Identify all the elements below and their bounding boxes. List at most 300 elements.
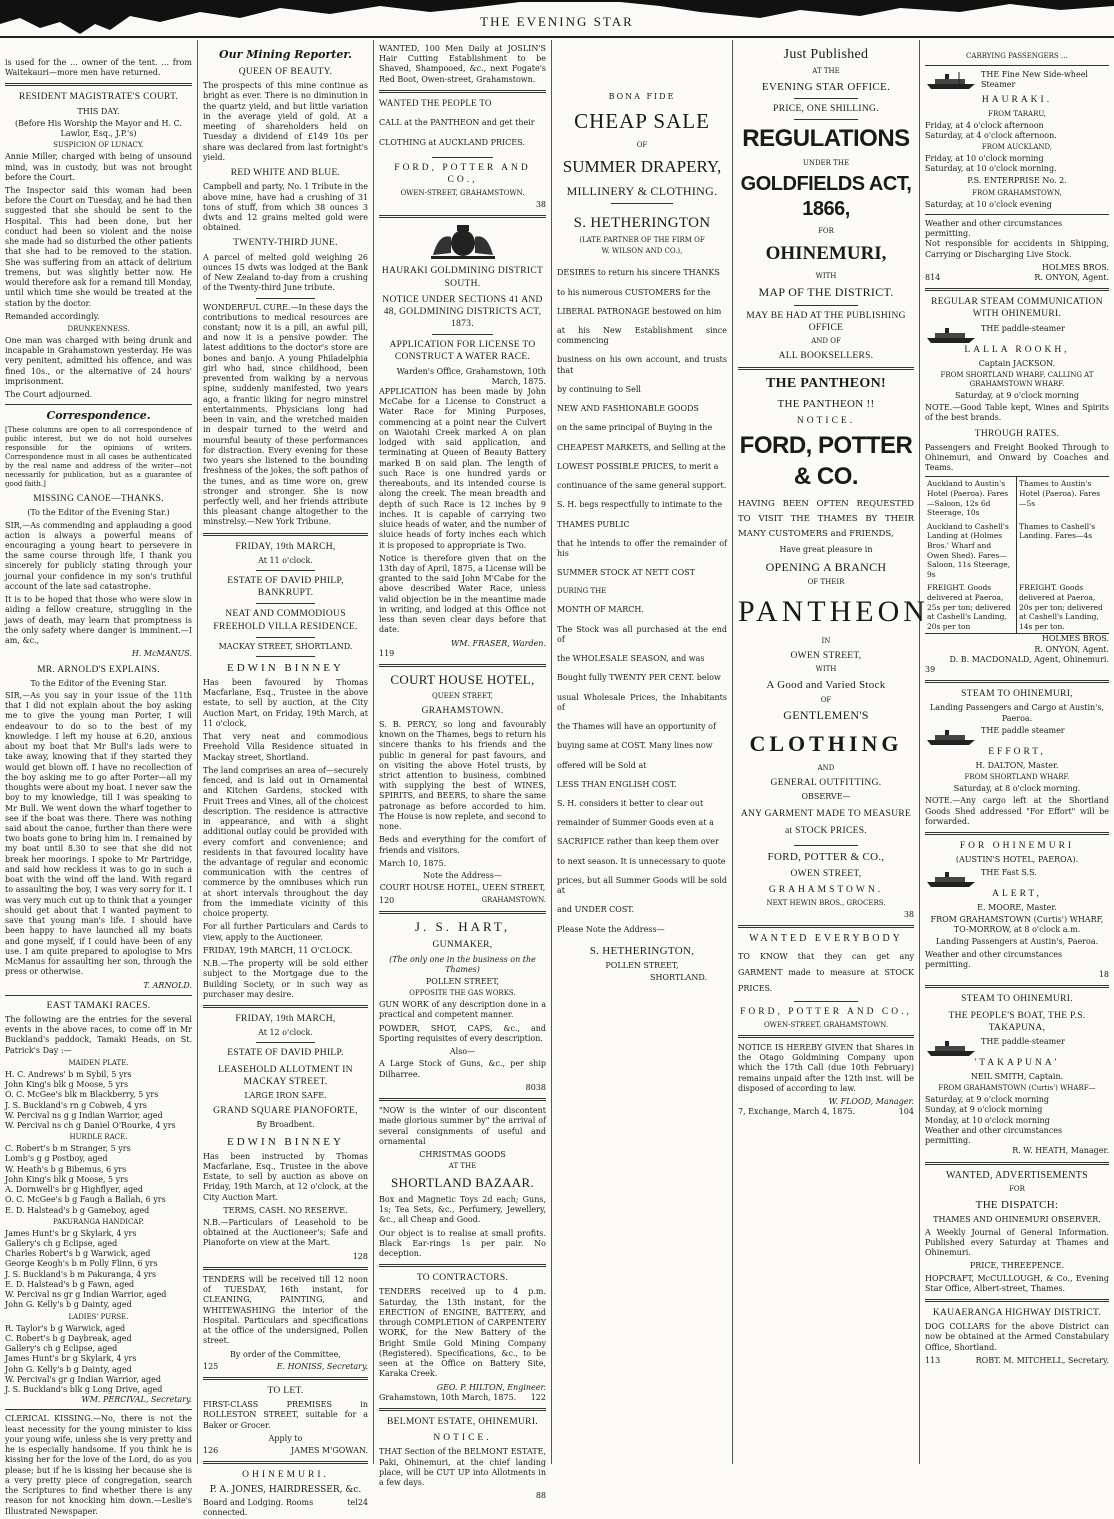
captain: NEIL SMITH, Captain.: [970, 1071, 1064, 1081]
goods: CHRISTMAS GOODS: [419, 1150, 506, 1160]
ad-line: CHEAPEST MARKETS, and Selling at the: [557, 442, 726, 452]
column-3: [374, 40, 551, 1501]
steamer-intro: THE Fast S.S.: [981, 867, 1037, 877]
from: FROM TARARU,: [988, 109, 1046, 118]
auctioneer-name: EDWIN BINNEY: [227, 661, 344, 674]
divider: [5, 1409, 192, 1410]
steamer-icon: [925, 868, 977, 888]
board-line: Board and Lodging. Rooms connected.: [203, 1498, 314, 1518]
ad-line: buying same at COST. Many lines now: [557, 741, 713, 751]
bona-fide: BONA FIDE: [608, 92, 676, 101]
list-item: R. Taylor's b g Warwick, aged: [5, 1323, 126, 1333]
divider: [925, 214, 1109, 215]
races-heading: EAST TAMAKI RACES.: [46, 1000, 151, 1011]
schedule: Saturday, at 8 o'clock morning.: [953, 784, 1081, 794]
steamer-name: LALLA ROOKH,: [964, 344, 1070, 355]
pantheon-ad: [379, 98, 546, 148]
from: FROM GRAHAMSTOWN (Curtis') WHARF—: [938, 1084, 1096, 1093]
masthead-rule: [0, 36, 1114, 38]
paragraph: The Court adjourned.: [5, 390, 93, 400]
list-item: John King's blk g Moose, 5 yrs: [5, 1080, 129, 1090]
sale-time: At 11 o'clock.: [258, 555, 313, 565]
opening: OPENING A BRANCH: [765, 559, 887, 574]
divider: [738, 1035, 914, 1038]
pantheon-banner: THE PANTHEON !!: [777, 397, 875, 410]
ad-number: 126: [203, 1446, 219, 1456]
paragraph: For all further Particulars and Cards to view, apply to the Auctioneer.: [203, 922, 368, 942]
outfitting: GENERAL OUTFITTING.: [770, 777, 882, 788]
correspondence-heading: Correspondence.: [46, 409, 151, 423]
list-item: W. Heath's b g Bibemus, 6 yrs: [5, 1164, 127, 1174]
paragraph: N.B.—The property will be sold either subject to the Mortgage due to the Building Society, or in such way as purchaser may desire.: [203, 959, 368, 999]
schedule: Saturday, at 9 o'clock morning: [925, 1095, 1049, 1105]
tolet-heading: TO LET.: [267, 1386, 304, 1397]
divider: [925, 680, 1109, 683]
ad-line: offered will be Sold at: [557, 760, 647, 770]
paragraph: Annie Miller, charged with being of unsound mind, was in custody, but was not brought before the Court.: [5, 152, 192, 182]
of-their: OF THEIR: [807, 578, 845, 587]
under-the: UNDER THE: [802, 158, 850, 167]
office-line: Warden's Office, Grahamstown, 10th March, 1875.: [396, 366, 546, 386]
apply-line: Apply to: [268, 1433, 303, 1443]
date-line: 7, Exchange, March 4, 1875.: [738, 1107, 856, 1117]
at-the: AT THE: [812, 66, 840, 75]
fpc-name: FORD, POTTER AND CO.,: [394, 162, 531, 186]
section-heading: TWENTY-THIRD JUNE.: [233, 238, 338, 249]
weather: Weather and other circumstances permitting.: [925, 218, 1063, 239]
divider: [256, 603, 315, 604]
steamer-icon: [925, 70, 977, 90]
column-4: [552, 40, 732, 1464]
divider: [5, 995, 192, 996]
ad-line: CLOTHING at AUCKLAND PRICES.: [379, 137, 525, 147]
ad-line: SACRIFICE rather than keep them over: [557, 837, 719, 847]
paragraph: Beds and everything for the comfort of friends and visitors.: [379, 835, 546, 855]
ad-line: by continuing to Sell: [557, 384, 641, 394]
paragraph: Our object is to realise at small profits. Black Ear-rings 1s per pair. No deception.: [379, 1228, 546, 1259]
section-heading: RED WHITE AND BLUE.: [230, 168, 341, 179]
sale-time: At 12 o'clock.: [258, 1028, 313, 1038]
paragraph: That very neat and commodious Freehold Villa Residence situated in Mackay street, Shortland.: [203, 732, 368, 762]
ad-line: DURING THE: [557, 587, 607, 596]
schedule: Friday, at 10 o'clock morning: [925, 153, 1044, 163]
list-item: James Hunt's br g Skylark, 4 yrs: [5, 1354, 137, 1364]
draper-name: S. HETHERINGTON: [573, 215, 711, 232]
ad-line: WANTED THE PEOPLE TO: [379, 97, 492, 108]
ad-line: LIBERAL PATRONAGE bestowed on him: [557, 306, 722, 316]
race-heading: PAKURANGA HANDICAP.: [53, 1217, 144, 1226]
paragraph: NOTICE IS HEREBY GIVEN that Shares in the Otago Goldmining Company upon which the 17th Call (due 10th February) remains unpaid after the 12th inst. will be disposed of according to law.: [738, 1042, 914, 1093]
belmont-heading: BELMONT ESTATE, OHINEMURI.: [387, 1417, 538, 1427]
fare-cell: Auckland to Austin's Hotel (Paeroa). Fares—Saloon, 12s 6d Steerage, 10s: [925, 477, 1017, 519]
hotel-name: COURT HOUSE HOTEL,: [390, 672, 535, 688]
divider: [256, 656, 315, 657]
terms: TERMS, CASH. NO RESERVE.: [223, 1205, 348, 1215]
ad-line: and UNDER COST.: [557, 905, 635, 915]
list-item: H. C. Andrews' b m Sybil, 5 yrs: [5, 1069, 132, 1079]
list-item: James Hunt's br g Skylark, 4 yrs: [5, 1228, 137, 1238]
paragraph: One man was charged with being drunk and incapable in Grahamstown yesterday. He was very penitent, admitted his offence, and was fined 10s., or the alternative of 24 hours' imprisonment.: [5, 335, 192, 386]
estate-name: ESTATE OF DAVID PHILP.: [227, 1048, 344, 1059]
fpc-address: OWEN-STREET, GRAHAMSTOWN.: [763, 1021, 889, 1030]
entry-list: [5, 1229, 192, 1311]
signature: WM. FRASER, Warden.: [451, 638, 546, 648]
paragraph: FIRST-CLASS PREMISES in ROLLESTON STREET, suitable for a Baker or Grocer.: [203, 1400, 368, 1430]
list-item: C. Robert's b g Daybreak, aged: [5, 1333, 132, 1343]
paragraph: Box and Magnetic Toys 2d each; Guns, 1s; Tea Sets, &c., Perfumery, Jewellery, &c., all Cheap and Good.: [379, 1194, 546, 1225]
sale-date: FRIDAY, 19th MARCH,: [235, 541, 336, 552]
divider: [256, 637, 315, 638]
street: POLLEN STREET,: [425, 977, 500, 987]
court-heading: RESIDENT MAGISTRATE'S COURT.: [18, 92, 179, 103]
divider: [379, 911, 546, 914]
paragraph: A parcel of melted gold weighing 26 ounces 15 dwts was lodged at the Bank of New Zealand to-day from a crushing of the Twenty-third June tribute.: [203, 252, 368, 293]
this-day: THIS DAY.: [77, 106, 120, 116]
in: IN: [821, 637, 831, 646]
owner: HOLMES BROS.: [1041, 634, 1109, 644]
paragraph: Not responsible for accidents in Shipping, Carrying or Discharging Live Stock.: [925, 239, 1109, 259]
paragraph: The prospects of this mine continue as bright as ever. There is no diminution in the quartz yield, and but little variation in the average yield of gold. At a meeting of shareholders held on Tuesday a dividend of £149 10s per share was declared from last fortnight's yield.: [203, 81, 368, 162]
application-heading: APPLICATION FOR LICENSE TO CONSTRUCT A WATER RACE.: [389, 340, 536, 363]
from: FROM SHORTLAND WHARF, CALLING AT GRAHAMSTOWN WHARF.: [940, 370, 1094, 388]
from: FROM GRAHAMSTOWN,: [972, 188, 1062, 197]
tagline: (The only one in the business on the Thames): [389, 954, 536, 974]
for: FOR: [1009, 1185, 1025, 1194]
paragraph: Remanded accordingly.: [5, 311, 100, 321]
ad-number: 39: [925, 665, 936, 675]
list-item: J. S. Buckland's b m Pakuranga, 4 yrs: [5, 1269, 157, 1279]
list-item: J. S. Buckland's blk g Long Drive, aged: [5, 1385, 163, 1394]
masthead: [0, 0, 1114, 40]
column-2: [198, 40, 373, 1518]
owner: HOLMES BROS.: [1041, 262, 1109, 272]
newspaper-title: THE EVENING STAR: [480, 14, 634, 29]
ad-line: DESIRES to return his sincere THANKS: [557, 268, 720, 278]
ad-number: 122: [530, 1392, 546, 1402]
divider: [432, 157, 492, 158]
weather: Weather and other circumstances permitting.: [925, 949, 1063, 969]
entry-list: [5, 1070, 192, 1131]
divider: [432, 334, 492, 335]
paragraph: A Large Stock of Guns, &c., per ship Dilharree.: [379, 1059, 546, 1079]
with: WITH: [815, 665, 837, 674]
subheading: (AUSTIN'S HOTEL, PAEROA).: [955, 855, 1079, 865]
divider: [925, 288, 1109, 291]
divider: [256, 298, 315, 299]
order-line: By order of the Committee,: [230, 1349, 341, 1359]
heading: FOR OHINEMURI: [959, 841, 1075, 852]
good-stock: A Good and Varied Stock: [766, 679, 886, 692]
fpc-banner: FORD, POTTER & CO.: [739, 432, 913, 490]
divider: [203, 1267, 368, 1270]
paragraph: WONDERFUL CURE.—In these days the contributions to medical resources are constant; now it is a pill, an awful pill, and now it is a pensive powder. The latest additions to the doctor's store are bones and banjo. A young Philadelphia girl who had, since childhood, been prevented from walking by a nervous spine, suddenly manifested, two years ago, a frantic liking for negro minstrel entertainments. Physicians long had been in vain, and the wretched maiden in despair turned to the weird and mournful beauty of these performances for distraction. Every evening for these two years she listened to the bounding freshness of the jokes, the soft pathos of the tunes, and as time wore on, grew stronger and stronger. She is now perfectly well, and her friends attribute this pleasant change altogether to the minstrelsy.—New York Tribune.: [203, 302, 368, 527]
section-heading: QUEEN OF BEAUTY.: [238, 67, 333, 78]
dispatch-sub: THAMES AND OHINEMURI OBSERVER.: [933, 1215, 1101, 1225]
late-partner: (LATE PARTNER OF THE FIRM OF: [579, 236, 705, 245]
also: Also—: [449, 1047, 476, 1057]
ad-number: 113: [925, 1355, 941, 1365]
letter-body: SIR,—As commending and applauding a good action is always a powerful means of encouraging a young heart to persevere in the same course through life, I thank you sincerely for publicly stating through your journal your confidence in my son's truthful account of the late sad catastrophe.: [5, 520, 192, 591]
millinery: MILLINERY & CLOTHING.: [566, 183, 718, 198]
paragraph: TENDERS received up to 4 p.m. Saturday, the 13th instant, for the ERECTION of ENGINE, BATTERY, and through COMPLETION of CARPENTERY WORK, for the New Battery of the Bright Smile Gold Mining Company (Registered). Specifications, &c., to be seen at the Office on Battery Site, Karaka Creek.: [379, 1287, 546, 1379]
firm: W. WILSON AND CO.),: [601, 247, 683, 256]
steamer-icon: [925, 324, 977, 344]
item: LARGE IRON SAFE.: [244, 1090, 327, 1100]
ad-number: 119: [379, 648, 395, 658]
royal-crest-icon: [423, 223, 503, 261]
date-line: Grahamstown, 10th March, 1875.: [379, 1392, 517, 1402]
and-of: AND OF: [811, 336, 841, 345]
street: POLLEN STREET,: [605, 960, 679, 970]
for: FOR: [818, 226, 834, 235]
divider: [256, 1042, 315, 1043]
ad-line: to his numerous CUSTOMERS for the: [557, 287, 711, 297]
paragraph: Has been instructed by Thomas Macfarlane, Esq., Trustee in the above Estate, to sell by auction as above on Friday, 19th March, at 12 o'clock, at the City Auction Mart.: [203, 1151, 368, 1202]
paragraph: HOPCRAFT, McCULLOUGH, & Co., Evening Star Office, Albert-street, Thames.: [925, 1273, 1109, 1293]
ad-line: LESS THAN ENGLISH COST.: [557, 779, 677, 789]
heading: KAUAERANGA HIGHWAY DISTRICT.: [932, 1308, 1102, 1319]
of: OF: [636, 141, 648, 150]
landing: Landing Passengers at Austin's, Paeroa.: [935, 937, 1099, 947]
schedule: FROM GRAHAMSTOWN (Curtis') WHARF, TO-MORROW, at 8 o'clock a.m.: [930, 914, 1104, 935]
ad-number: 104: [898, 1107, 914, 1117]
fare-cell: FREIGHT. Goods delivered at Paeroa, 25s per ton; delivered at Cashell's Landing, 20s per ton: [925, 581, 1017, 633]
paragraph: NOTE.—Good Table kept, Wines and Spirits of the best brands.: [925, 403, 1109, 423]
steamer-intro: THE paddle-steamer: [981, 323, 1065, 333]
divider: [379, 1264, 546, 1267]
divider: [738, 367, 914, 370]
divider: [611, 203, 672, 204]
ad-line: that he intends to offer the remainder of his: [557, 538, 727, 559]
divider: [5, 83, 192, 86]
divider: [925, 65, 1109, 66]
master: H. DALTON, Master.: [975, 761, 1059, 771]
schedule: Sunday, at 9 o'clock morning: [925, 1105, 1043, 1115]
signature: W. FLOOD, Manager.: [828, 1097, 914, 1107]
divider: [379, 90, 546, 93]
ad-number: 8038: [525, 1082, 546, 1092]
at-the: AT THE: [448, 1162, 477, 1171]
regulations: REGULATIONS: [742, 125, 910, 153]
divider: [203, 533, 368, 536]
mining-heading: Our Mining Reporter.: [219, 48, 352, 61]
list-item: J. S. Buckland's rn g Cobweb, 4 yrs: [5, 1100, 147, 1110]
steamer-intro: THE paddle-steamer: [981, 1036, 1065, 1046]
weather: Weather and other circumstances permitting.: [925, 1125, 1063, 1146]
ad-line: the WHOLESALE SEASON, and was: [557, 654, 705, 664]
schedule: Saturday, at 10 o'clock evening: [925, 199, 1052, 209]
paragraph: The land comprises an area of—securely fenced, and is laid out in Ornamental and Kitchen Gardens, stocked with Fruit Trees and Vines, all of the choicest description. The residence is attractive in appearance, and with a slight additional outlay could be provided with every comfort and convenience; and residents in that favoured locality have the advantage of regular and economic communication with the centres of commerce by the omnibuses which run at short intervals throughout the day from the immediate vicinity of this choice property.: [203, 765, 368, 919]
paragraph: Passengers and Freight Booked Through to Ohinemuri, and Onward by Coaches and Teams.: [925, 442, 1109, 473]
steamer-icon: [925, 726, 977, 746]
divider: [794, 305, 857, 306]
fpc-name: FORD, POTTER AND CO.,: [740, 1006, 912, 1017]
clothing: CLOTHING: [749, 730, 903, 756]
property-title: LEASEHOLD ALLOTMENT IN MACKAY STREET.: [218, 1064, 353, 1087]
draper-name: S. HETHERINGTON,: [589, 944, 695, 957]
property-title: NEAT AND COMMODIOUS FREEHOLD VILLA RESIDENCE.: [213, 609, 358, 632]
next-to: NEXT HEWIN BROS., GROCERS.: [766, 898, 886, 907]
estate-name: ESTATE OF DAVID PHILP, BANKRUPT.: [227, 576, 344, 599]
divider: [203, 1377, 368, 1380]
fpc-address: OWEN-STREET, GRAHAMSTOWN.: [400, 189, 525, 198]
just-published: Just Published: [783, 47, 869, 62]
pleasure: Have great pleasure in: [779, 545, 873, 555]
ad-line: Please Note the Address—: [557, 924, 665, 934]
list-item: Charles Robert's b g Warwick, aged: [5, 1249, 151, 1259]
may-be-had: MAY BE HAD AT THE PUBLISHING OFFICE: [746, 310, 906, 333]
pantheon-banner: THE PANTHEON!: [766, 375, 886, 391]
paragraph: The following are the entries for the several events in the above races, to come off in Mr Buckland's paddock, Tamaki Heads, on St. Patrick's Day :—: [5, 1014, 192, 1055]
auctioneer-name: EDWIN BINNEY: [227, 1135, 344, 1148]
divider: [925, 1162, 1109, 1165]
letter-body: It is to be hoped that those who were slow in aiding a fellow creature, struggling in the jaws of death, may learn that promptness is the only safety where danger is imminent.—I am, &c.,: [5, 595, 192, 646]
ad-line: at his New Establishment since commencing: [557, 325, 727, 346]
divider: [925, 832, 1109, 835]
item: By Broadbent.: [256, 1120, 315, 1130]
paragraph: TENDERS will be received till 12 noon of TUESDAY, 16th instant, for CLEANING, PAINTING, and WHITEWASHING the interior of the Hospital. Particulars and specifications at the office of the undersigned, Pollen street.: [203, 1274, 368, 1346]
ad-line: MONTH OF MARCH.: [557, 605, 644, 615]
opposite: OPPOSITE THE GAS WORKS.: [409, 989, 516, 998]
ad-line: prices, but all Summer Goods will be sold at: [557, 875, 727, 896]
from: FROM SHORTLAND WHARF.: [964, 773, 1070, 782]
of: OF: [820, 695, 832, 704]
steamer-icon: [925, 1037, 977, 1057]
ad-number: 38: [903, 909, 914, 919]
divider: [794, 98, 857, 99]
hotel-address: COURT HOUSE HOTEL, UEEN STREET,: [379, 883, 546, 893]
and: AND: [817, 763, 835, 772]
list-item: E. D. Halstead's b g Fawn, aged: [5, 1279, 135, 1289]
ad-number: 128: [352, 1251, 368, 1261]
signature: GEO. P. HILTON, Engineer.: [436, 1382, 546, 1392]
to-editor: To the Editor of the Evening Star.: [30, 678, 167, 688]
divider: [794, 1001, 857, 1002]
list-item: Lomb's g g Postboy, aged: [5, 1154, 108, 1164]
list-item: C. Robert's b m Stranger, 5 yrs: [5, 1144, 131, 1154]
divider: [379, 215, 546, 218]
ad-number: 120: [379, 895, 395, 905]
date-line: March 10, 1875.: [379, 858, 447, 868]
price: PRICE, ONE SHILLING.: [773, 103, 879, 114]
heading: WANTED, ADVERTISEMENTS: [945, 1169, 1089, 1181]
paragraph: CLERICAL KISSING.—No, there is not the least necessity for the young minister to kiss your young wife, unless she is very pretty and he is especially handsome. If you think he is kissing her for the love of the Lord, do as you please; but if he is kissing her because she is a very pretty piece of congregation, search the Scriptures to find whether there is any reason for not knocking him down.—Leslie's Illustrated Newspaper.: [5, 1414, 192, 1516]
fare-cell: FREIGHT. Goods delivered at Paeroa, 20s per ton; delivered at Cashell's Landing, 14s per ton.: [1019, 583, 1103, 631]
heading: REGULAR STEAM COMMUNICATION WITH OHINEMURI.: [931, 297, 1103, 320]
article-fragment: is used for the … owner of the tent. … from Waitekauri—more men have returned.: [5, 58, 192, 78]
paragraph: Notice is therefore given that on the 13th day of April, 1875, a License will be granted to the said John M'Cabe for the above described Water Race, unless valid objection be in the meantime made in writing, and lodged at this Office not less than seven clear days before that date.: [379, 553, 546, 635]
divider: [794, 845, 857, 846]
town: GRAHAMSTOWN.: [481, 895, 546, 904]
paragraph: THAT Section of the BELMONT ESTATE, Paki, Ohinemuri, at the chief landing place, will be CUT UP into Allotments in a few days.: [379, 1447, 546, 1488]
fare-cell: Thames to Cashell's Landing. Fares—4s: [1019, 521, 1096, 541]
with: WITH: [815, 272, 837, 281]
ad-line: the Thames will have an opportunity of: [557, 722, 716, 732]
ad-number: tel24: [347, 1498, 368, 1508]
list-item: W. Percival's gr g Indian Warrior, aged: [5, 1374, 161, 1384]
contractors-heading: TO CONTRACTORS.: [416, 1273, 509, 1284]
schedule: Saturday, at 4 o'clock afternoon.: [925, 130, 1057, 140]
agent: R. ONYON, Agent.: [1034, 644, 1109, 654]
signature: H. McMANUS.: [131, 649, 192, 659]
list-item: O. C. McGee's blk m Blackberry, 5 yrs: [5, 1090, 159, 1100]
paragraph: WANTED, 100 Men Daily at JOSLIN'S Hair Cutting Establishment to be Shaved, Shampooed, &c., next Fogate's Red Boot, Owen-street, Grahamstown.: [379, 44, 546, 84]
steamer-name: 'TAKAPUNA': [974, 1057, 1060, 1068]
steamer-name: EFFORT,: [988, 746, 1046, 757]
ad-number: 38: [535, 200, 546, 210]
paragraph: NOTE.—Any cargo left at the Shortland Goods Shed addressed "For Effort" will be forwarded.: [925, 796, 1109, 826]
schedule: Friday, at 4 o'clock afternoon: [925, 120, 1044, 130]
captain: Captain JACKSON.: [978, 358, 1056, 368]
agent: D. B. MACDONALD, Agent, Ohinemuri.: [949, 654, 1109, 664]
paragraph: TO KNOW that they can get any GARMENT made to measure at STOCK PRICES.: [738, 951, 914, 993]
list-item: Gallery's ch g Eclipse, aged: [5, 1344, 118, 1354]
to-editor: (To the Editor of the Evening Star.): [27, 508, 170, 518]
steamer-name: ALERT,: [992, 888, 1042, 899]
cheap-sale: CHEAP SALE: [574, 109, 710, 134]
letter-body: SIR,—As you say in your issue of the 11th that I did not explain about the boy asking me to give the young man Porter, I will endeavour to do so to the best of my knowledge. I left my house at 6.20, anxious about my boat that Mr Bull's lads were to take away, knowing that if they started they would get blown off. I have no recollection of the boy asking me to go after Porter—all my thoughts were about my boat. I never saw the boy to my knowledge, till I was speaking to Mr Bull. We went down the wharf together to see if the boat was there. There was nothing said about the canoe, further than there were two boats gone to bring him in. I remained by my boat until 8.30 to see that she did not break her moorings. I spoke to Mr Partridge, and said how reckless it was to go in such a boat with the wind off the land. With regard to assaulting the boy, I was very sorry for it. I was very much cut up to think that a younger should get about that I wanted payment to save that young man's life. I should have been happy to have launched all my boats and gone myself, if I could have been of any use. I am quite prepared to apologise to Mrs McManus for assaulting her son, through the press or otherwise.: [5, 690, 193, 977]
ad-line: SUMMER STOCK AT NETT COST: [557, 568, 695, 578]
list-item: Gallery's ch g Eclipse, aged: [5, 1239, 118, 1248]
through-rates: THROUGH RATES.: [974, 428, 1060, 439]
signature: WM. PERCIVAL, Secretary.: [81, 1395, 192, 1405]
office-name: EVENING STAR OFFICE.: [761, 80, 891, 93]
note-line: Note the Address—: [423, 871, 502, 881]
divider: [925, 985, 1109, 988]
schedule: Saturday, at 9 o'clock morning: [955, 390, 1079, 400]
list-item: A. Dornwell's br g Highflyer, aged: [5, 1185, 143, 1195]
fpc-name: FORD, POTTER & CO.,: [767, 850, 885, 863]
column-5: [733, 40, 929, 1464]
heading: STEAM TO OHINEMURI,: [961, 689, 1073, 700]
hotel-street: QUEEN STREET,: [431, 691, 494, 700]
editor-note: [These columns are open to all correspondence of public interest, but we do not hold ourselves responsible for the opinions of writers. Correspondence must in all cases be authenticated by the real name and address of the writer—not necessarily for publication, but as a guarantee of good faith.]: [5, 426, 192, 489]
list-item: John G. Kelly's b g Dainty, aged: [5, 1364, 132, 1374]
ad-line: NEW AND FASHIONABLE GOODS: [557, 404, 699, 414]
ad-line: CALL at the PANTHEON and get their: [379, 118, 535, 128]
summer-drapery: SUMMER DRAPERY,: [562, 157, 722, 177]
steamer-intro: THE paddle steamer: [981, 725, 1065, 735]
hairdresser: P. A. JONES, HAIRDRESSER, &c.: [209, 1484, 362, 1495]
list-item: E. D. Halstead's b g Gameboy, aged: [5, 1205, 150, 1215]
lunacy-heading: SUSPICION OF LUNACY.: [53, 141, 144, 150]
paragraph: DOG COLLARS for the above District can now be obtained at the Armed Constabulary Office, Shortland.: [925, 1322, 1109, 1352]
subheading: Landing Passengers and Cargo at Austin's, Paeroa.: [929, 703, 1105, 723]
ad-number: 814: [925, 273, 941, 283]
paragraph: POWDER, SHOT, CAPS, &c., and Sporting requisites of every description.: [379, 1023, 546, 1043]
steamer-name: HAURAKI.: [981, 95, 1053, 106]
ad-line: The Stock was all purchased at the end of: [557, 624, 727, 644]
any-garment: ANY GARMENT MADE TO MEASURE at STOCK PRICES.: [740, 809, 912, 837]
list-item: W. Percival ns gr g Indian Warrior, aged: [5, 1290, 167, 1300]
hotel-town: GRAHAMSTOWN.: [421, 705, 504, 716]
ad-line: LOWEST POSSIBLE PRICES, to merit a: [557, 461, 719, 471]
dispatch-name: THE DISPATCH:: [975, 1199, 1059, 1212]
ad-number: 88: [535, 1491, 546, 1501]
signature: E. HONISS, Secretary.: [276, 1361, 368, 1371]
ad-line: THAMES PUBLIC: [557, 519, 630, 529]
divider: [379, 1408, 546, 1411]
drunk-heading: DRUNKENNESS.: [67, 325, 130, 334]
signature: ROBT. M. MITCHELL, Secretary.: [975, 1355, 1109, 1365]
ad-line: remainder of Summer Goods even at a: [557, 818, 714, 828]
owen-street: OWEN STREET,: [790, 651, 862, 662]
paragraph: HAVING BEEN OFTEN REQUESTED TO VISIT THE THAMES BY THEIR MANY CUSTOMERS and FRIENDS,: [738, 498, 914, 540]
bazaar-name: SHORTLAND BAZAAR.: [391, 1175, 534, 1191]
agent: R. ONYON, Agent.: [1034, 273, 1109, 283]
race-heading: LADIES' PURSE.: [68, 1312, 129, 1321]
divider: [256, 570, 315, 571]
